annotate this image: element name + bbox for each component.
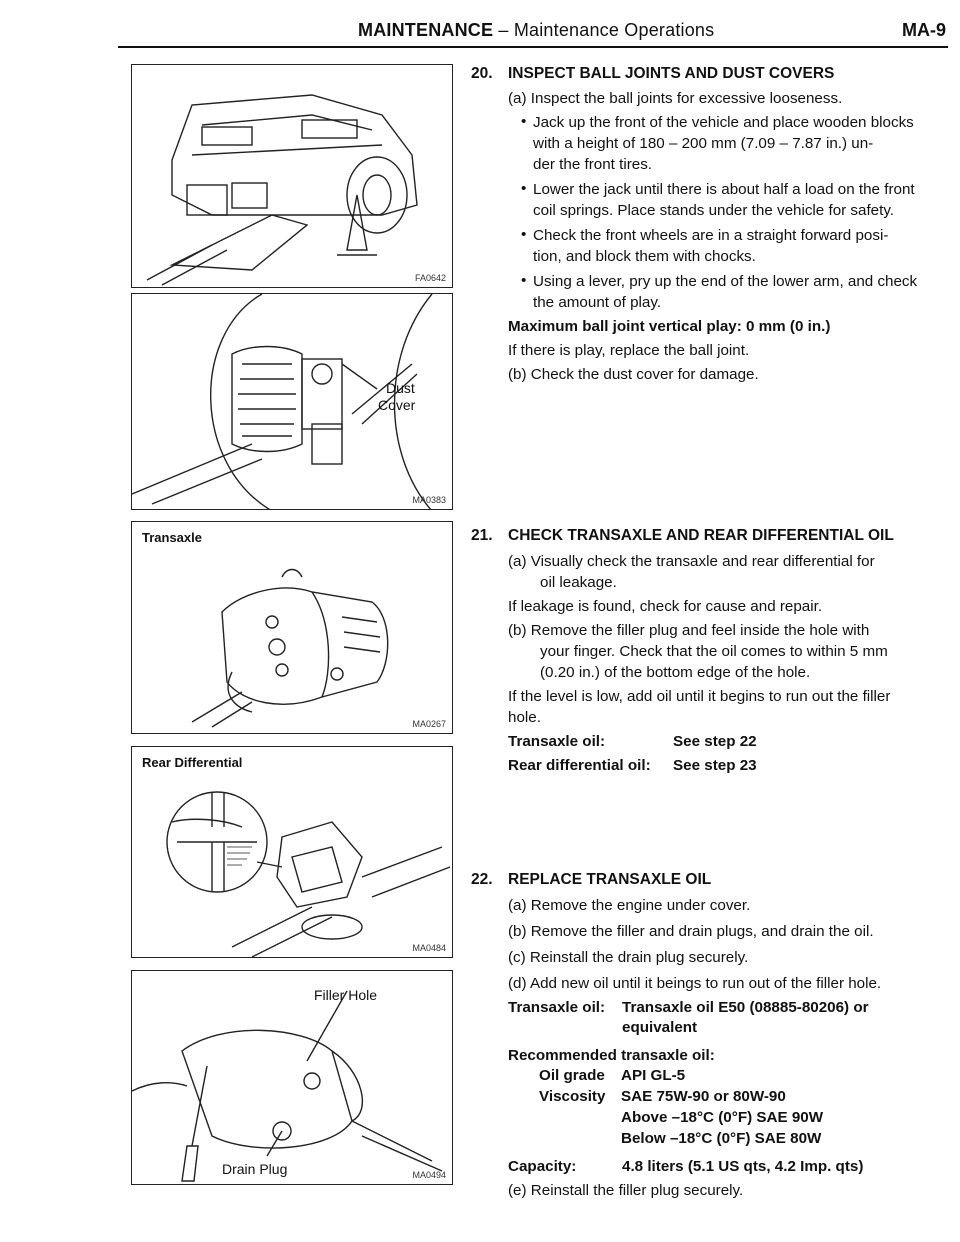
spec-rear-diff-value: See step 23	[673, 757, 757, 774]
page-number: MA-9	[902, 20, 946, 40]
oil-label: Transaxle oil:	[508, 999, 606, 1016]
step21-note2-line1: If the level is low, add oil until it begins to run out the filler	[508, 688, 891, 705]
figure-code: MA0494	[412, 1170, 446, 1180]
capacity-value: 4.8 liters (5.1 US qts, 4.2 Imp. qts)	[622, 1158, 864, 1175]
label-dust: Dust	[386, 380, 415, 396]
oil-value-line2: equivalent	[622, 1019, 698, 1036]
figure-code: MA0267	[412, 719, 446, 729]
jack-vehicle-illustration	[132, 65, 453, 288]
recommended-title: Recommended transaxle oil:	[508, 1047, 715, 1064]
step21-b-line1: (b) Remove the filler plug and feel inside the hole with	[508, 622, 870, 639]
step20-b: (b) Check the dust cover for damage.	[508, 366, 759, 383]
filler-drain-illustration	[132, 971, 453, 1185]
step-number: 20.	[471, 65, 493, 82]
bullet-dot: •	[521, 113, 527, 130]
step-title: CHECK TRANSAXLE AND REAR DIFFERENTIAL OIL	[508, 527, 894, 544]
step21-note1: If leakage is found, check for cause and repair.	[508, 598, 823, 615]
transaxle-illustration	[132, 522, 453, 734]
step-title: REPLACE TRANSAXLE OIL	[508, 871, 712, 888]
viscosity-label: Viscosity	[539, 1088, 606, 1105]
bullet-dot: •	[521, 226, 527, 243]
figure-transaxle	[131, 521, 453, 734]
grade-label: Oil grade	[539, 1067, 605, 1084]
step22-b: (b) Remove the filler and drain plugs, and drain the oil.	[508, 923, 874, 940]
step20-bullet4-line2: the amount of play.	[533, 294, 662, 311]
viscosity-value-line3: Below –18°C (0°F) SAE 80W	[621, 1130, 822, 1147]
figure-dust-cover	[131, 293, 453, 510]
step-number: 21.	[471, 527, 493, 544]
page-header	[118, 20, 948, 44]
grade-value: API GL-5	[621, 1067, 686, 1084]
header-title	[358, 20, 714, 41]
spec-transaxle-label: Transaxle oil:	[508, 733, 606, 750]
viscosity-value-line2: Above –18°C (0°F) SAE 90W	[621, 1109, 824, 1126]
figure-rear-differential	[131, 746, 453, 958]
bullet-dot: •	[521, 272, 527, 289]
step20-note: If there is play, replace the ball joint.	[508, 342, 750, 359]
section-subtitle: – Maintenance Operations	[498, 20, 715, 40]
header-rule	[118, 46, 948, 48]
section-name: MAINTENANCE	[358, 20, 494, 40]
oil-value-line1: Transaxle oil E50 (08885-80206) or	[622, 999, 869, 1016]
step20-bullet1-line3: der the front tires.	[533, 156, 653, 173]
figure-code: MA0484	[412, 943, 446, 953]
step20-bullet3-line2: tion, and block them with chocks.	[533, 248, 756, 265]
step20-spec: Maximum ball joint vertical play: 0 mm (0 in.)	[508, 318, 831, 335]
step22-a: (a) Remove the engine under cover.	[508, 897, 751, 914]
bullet-dot: •	[521, 180, 527, 197]
step20-bullet3-line1: Check the front wheels are in a straight forward posi-	[533, 227, 889, 244]
capacity-label: Capacity:	[508, 1158, 577, 1175]
step-number: 22.	[471, 871, 493, 888]
label-filler-hole: Filler Hole	[314, 987, 378, 1003]
step20-bullet1-line2: with a height of 180 – 200 mm (7.09 – 7.87 in.) un-	[533, 135, 874, 152]
step21-a-line2: oil leakage.	[540, 574, 617, 591]
step20-bullet2-line1: Lower the jack until there is about half a load on the front	[533, 181, 915, 198]
spec-transaxle-value: See step 22	[673, 733, 757, 750]
figure-code: MA0383	[412, 495, 446, 505]
step21-note2-line2: hole.	[508, 709, 541, 726]
rear-differential-illustration	[132, 747, 453, 958]
figure-caption: Transaxle	[142, 530, 202, 545]
figure-jack-vehicle	[131, 64, 453, 288]
step20-a: (a) Inspect the ball joints for excessive looseness.	[508, 90, 843, 107]
viscosity-value-line1: SAE 75W-90 or 80W-90	[621, 1088, 786, 1105]
step20-bullet4-line1: Using a lever, pry up the end of the lower arm, and check	[533, 273, 918, 290]
figure-filler-drain	[131, 970, 453, 1185]
label-drain-plug: Drain Plug	[222, 1161, 288, 1177]
step-title: INSPECT BALL JOINTS AND DUST COVERS	[508, 65, 835, 82]
step21-a-line1: (a) Visually check the transaxle and rear differential for	[508, 553, 875, 570]
step20-bullet2-line2: coil springs. Place stands under the vehicle for safety.	[533, 202, 895, 219]
step22-c: (c) Reinstall the drain plug securely.	[508, 949, 749, 966]
label-cover: Cover	[378, 397, 416, 413]
figure-code: FA0642	[414, 273, 446, 283]
step22-e: (e) Reinstall the filler plug securely.	[508, 1182, 744, 1199]
figure-caption: Rear Differential	[142, 755, 243, 770]
step22-d: (d) Add new oil until it beings to run out of the filler hole.	[508, 975, 882, 992]
spec-rear-diff-label: Rear differential oil:	[508, 757, 651, 774]
step20-bullet1-line1: Jack up the front of the vehicle and place wooden blocks	[533, 114, 914, 131]
step21-b-line3: (0.20 in.) of the bottom edge of the hole.	[540, 664, 811, 681]
step21-b-line2: your finger. Check that the oil comes to within 5 mm	[540, 643, 888, 660]
